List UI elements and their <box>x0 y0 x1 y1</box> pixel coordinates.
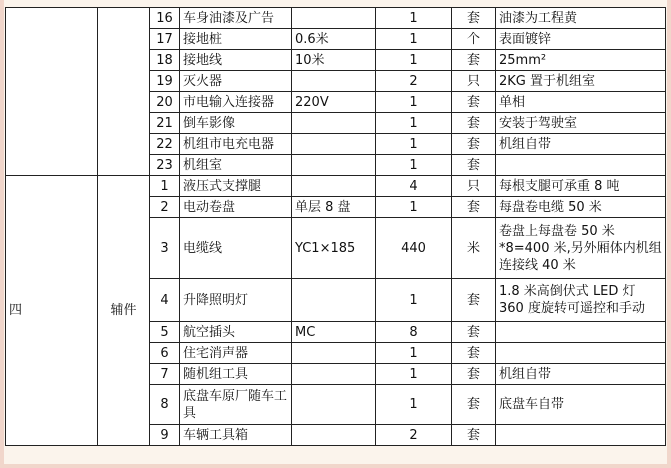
row-number: 8 <box>150 385 180 425</box>
item-remark: 机组自带 <box>496 134 666 155</box>
row-number: 17 <box>150 29 180 50</box>
item-qty: 440 <box>376 218 452 279</box>
item-qty: 1 <box>376 134 452 155</box>
item-spec <box>292 425 376 446</box>
item-spec <box>292 8 376 29</box>
item-name: 倒车影像 <box>180 113 292 134</box>
item-remark: 每盘卷电缆 50 米 <box>496 197 666 218</box>
item-unit: 套 <box>452 197 496 218</box>
item-remark: 1.8 米高倒伏式 LED 灯 360 度旋转可遥控和手动 <box>496 279 666 322</box>
item-unit: 套 <box>452 113 496 134</box>
table-row <box>6 8 666 29</box>
item-qty: 1 <box>376 279 452 322</box>
item-qty: 2 <box>376 425 452 446</box>
item-remark: 安装于驾驶室 <box>496 113 666 134</box>
item-remark: 底盘车自带 <box>496 385 666 425</box>
item-remark: 2KG 置于机组室 <box>496 71 666 92</box>
row-number: 18 <box>150 50 180 71</box>
item-unit: 只 <box>452 71 496 92</box>
row-number: 21 <box>150 113 180 134</box>
item-spec <box>292 176 376 197</box>
item-spec <box>292 364 376 385</box>
row-number: 7 <box>150 364 180 385</box>
item-name: 电缆线 <box>180 218 292 279</box>
item-unit: 套 <box>452 8 496 29</box>
item-spec <box>292 113 376 134</box>
item-qty: 1 <box>376 385 452 425</box>
item-spec <box>292 343 376 364</box>
item-unit: 个 <box>452 29 496 50</box>
item-unit: 只 <box>452 176 496 197</box>
row-number: 3 <box>150 218 180 279</box>
item-remark: 25mm² <box>496 50 666 71</box>
item-qty: 1 <box>376 155 452 176</box>
item-name: 接地线 <box>180 50 292 71</box>
equipment-list-table <box>5 7 666 446</box>
item-remark: 每根支腿可承重 8 吨 <box>496 176 666 197</box>
item-qty: 1 <box>376 8 452 29</box>
item-remark: 单相 <box>496 92 666 113</box>
row-number: 22 <box>150 134 180 155</box>
item-remark: 机组自带 <box>496 364 666 385</box>
item-unit: 套 <box>452 279 496 322</box>
item-spec <box>292 71 376 92</box>
item-name: 随机组工具 <box>180 364 292 385</box>
item-remark <box>496 155 666 176</box>
item-qty: 8 <box>376 322 452 343</box>
item-qty: 1 <box>376 29 452 50</box>
row-number: 23 <box>150 155 180 176</box>
item-unit: 套 <box>452 364 496 385</box>
row-number: 19 <box>150 71 180 92</box>
item-spec <box>292 155 376 176</box>
item-name: 接地桩 <box>180 29 292 50</box>
row-number: 6 <box>150 343 180 364</box>
item-unit: 套 <box>452 425 496 446</box>
item-name: 底盘车原厂随车工具 <box>180 385 292 425</box>
item-unit: 米 <box>452 218 496 279</box>
item-qty: 1 <box>376 113 452 134</box>
row-number: 5 <box>150 322 180 343</box>
group-cell: 四 <box>6 176 98 446</box>
item-remark: 卷盘上每盘卷 50 米*8=400 米,另外厢体内机组连接线 40 米 <box>496 218 666 279</box>
item-unit: 套 <box>452 343 496 364</box>
row-number: 20 <box>150 92 180 113</box>
item-spec: 220V <box>292 92 376 113</box>
category-cell <box>98 8 150 176</box>
item-qty: 4 <box>376 176 452 197</box>
item-name: 车身油漆及广告 <box>180 8 292 29</box>
row-number: 9 <box>150 425 180 446</box>
item-unit: 套 <box>452 50 496 71</box>
item-unit: 套 <box>452 322 496 343</box>
item-spec: 单层 8 盘 <box>292 197 376 218</box>
item-qty: 1 <box>376 364 452 385</box>
item-remark <box>496 322 666 343</box>
item-unit: 套 <box>452 134 496 155</box>
row-number: 4 <box>150 279 180 322</box>
item-spec <box>292 279 376 322</box>
row-number: 2 <box>150 197 180 218</box>
item-unit: 套 <box>452 155 496 176</box>
item-qty: 1 <box>376 92 452 113</box>
item-name: 升降照明灯 <box>180 279 292 322</box>
item-spec: 0.6米 <box>292 29 376 50</box>
item-qty: 1 <box>376 197 452 218</box>
item-unit: 套 <box>452 385 496 425</box>
item-remark <box>496 343 666 364</box>
item-spec: YC1×185 <box>292 218 376 279</box>
item-remark: 表面镀锌 <box>496 29 666 50</box>
item-qty: 1 <box>376 50 452 71</box>
item-remark <box>496 425 666 446</box>
item-name: 灭火器 <box>180 71 292 92</box>
item-name: 机组市电充电器 <box>180 134 292 155</box>
item-unit: 套 <box>452 92 496 113</box>
category-cell: 辅件 <box>98 176 150 446</box>
item-remark: 油漆为工程黄 <box>496 8 666 29</box>
row-number: 16 <box>150 8 180 29</box>
item-name: 车辆工具箱 <box>180 425 292 446</box>
item-name: 住宅消声器 <box>180 343 292 364</box>
row-number: 1 <box>150 176 180 197</box>
item-name: 航空插头 <box>180 322 292 343</box>
item-spec <box>292 134 376 155</box>
item-name: 机组室 <box>180 155 292 176</box>
group-cell <box>6 8 98 176</box>
item-name: 液压式支撑腿 <box>180 176 292 197</box>
item-name: 市电输入连接器 <box>180 92 292 113</box>
item-name: 电动卷盘 <box>180 197 292 218</box>
table-row <box>6 176 666 197</box>
item-qty: 1 <box>376 343 452 364</box>
item-qty: 2 <box>376 71 452 92</box>
item-spec: 10米 <box>292 50 376 71</box>
item-spec <box>292 385 376 425</box>
item-spec: MC <box>292 322 376 343</box>
